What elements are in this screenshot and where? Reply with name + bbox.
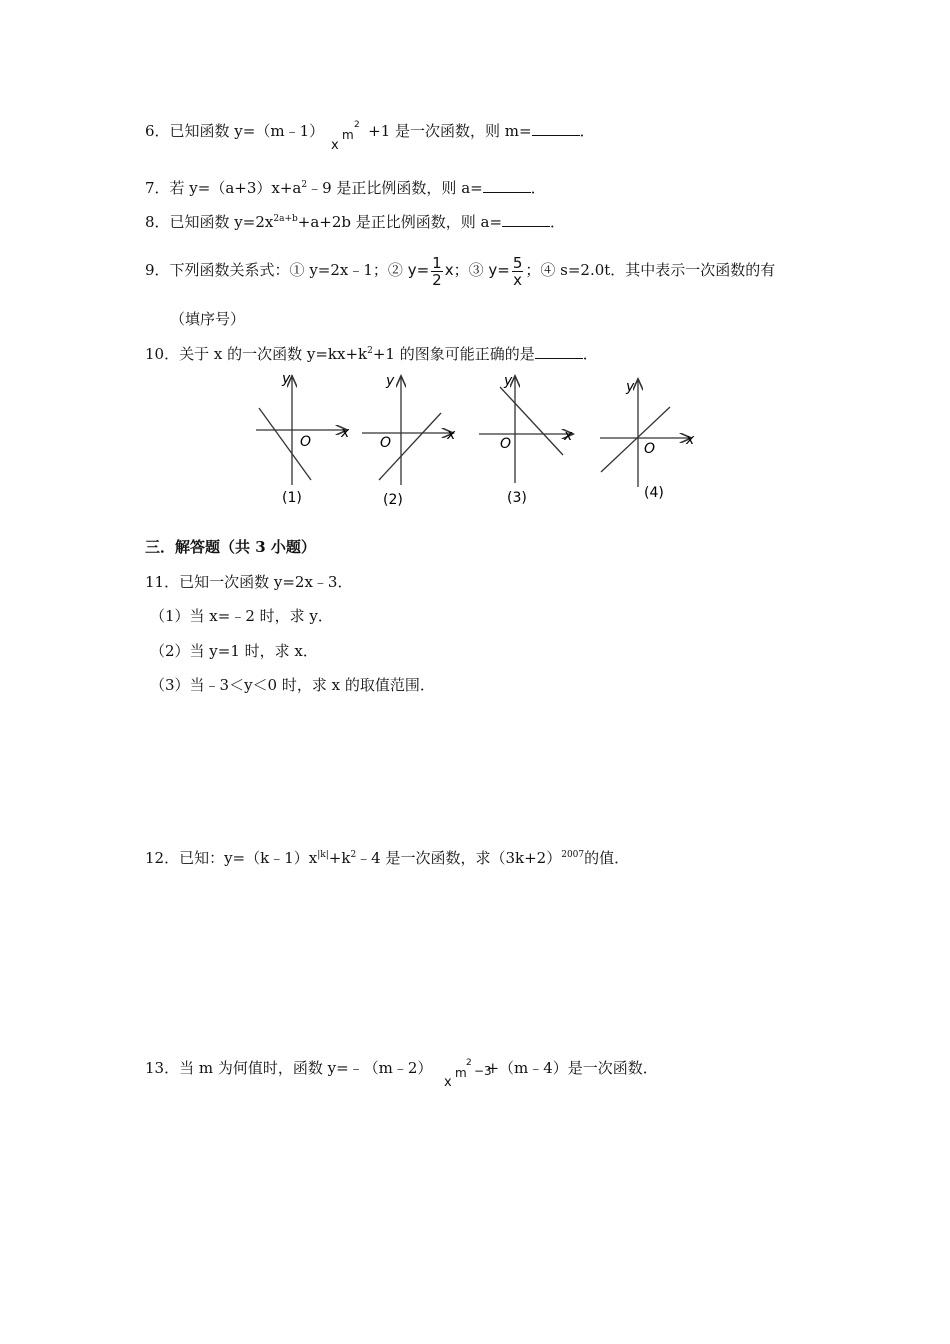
- q6-exponent-m: m: [342, 128, 354, 142]
- graph-2-caption: (2): [383, 492, 403, 508]
- q13-exponent-minus3: −3: [474, 1064, 492, 1078]
- answer-blank[interactable]: [535, 344, 583, 359]
- question-11-part-3: （3）当﹣3＜y＜0 时，求 x 的取值范围．: [150, 676, 435, 694]
- q13-base-x: x: [444, 1075, 452, 1090]
- graph-2-y-label: y: [386, 373, 395, 389]
- question-9-line2: （填序号）: [170, 310, 246, 328]
- answer-blank[interactable]: [502, 212, 550, 227]
- question-13: 13．当 m 为何值时，函数 y=﹣（m﹣2） +（m﹣4）是一次函数．: [145, 1059, 658, 1077]
- question-11-part-1: （1）当 x=﹣2 时，求 y．: [150, 607, 333, 625]
- graph-1-caption: (1): [282, 490, 302, 506]
- answer-blank[interactable]: [532, 121, 580, 136]
- question-12: 12．已知：$y=(k﹣1)x^{|k|}+k^2﹣4$ 是一次函数，求$(3k+2)^{2007}$的值．: [145, 849, 630, 867]
- fraction-five-over-x: $\frac{5}{x}$: [512, 253, 523, 289]
- graph-1-y-label: y: [282, 371, 291, 387]
- graph-4-caption: (4): [644, 485, 664, 501]
- graph-4[interactable]: [600, 379, 695, 501]
- graph-4-origin: O: [644, 441, 656, 457]
- graph-2-origin: O: [380, 435, 392, 451]
- graph-3-caption: (3): [507, 490, 527, 506]
- graph-2-x-label: x: [447, 427, 456, 443]
- question-11-title: 11．已知一次函数 y=2x﹣3．: [145, 573, 353, 591]
- graph-3[interactable]: [479, 373, 573, 506]
- question-10: 10．关于 x 的一次函数 $y=kx+k^2+1$ 的图象可能正确的是 ．: [145, 345, 598, 363]
- question-8: 8．已知函数 $y=2x^{2a+b}+a+2b$ 是正比例函数，则 a= ．: [145, 213, 566, 231]
- q13-exponent-2: 2: [466, 1058, 472, 1068]
- graph-2[interactable]: [362, 373, 456, 508]
- answer-blank[interactable]: [483, 178, 531, 193]
- fraction-one-half: $\frac{1}{2}$: [432, 253, 442, 289]
- graph-1-x-label: x: [341, 425, 350, 441]
- q6-exponent-2: 2: [354, 120, 360, 130]
- section-heading: 三．解答题（共 3 小题）: [145, 538, 316, 556]
- graph-3-origin: O: [500, 436, 512, 452]
- q6-base-x: x: [331, 138, 339, 153]
- question-7: 7．若 $y=(a+3)x+a^2﹣9$ 是正比例函数，则 a= ．: [145, 179, 546, 197]
- question-9: 9．下列函数关系式：① y=2x﹣1；② y= $\frac{1}{2}$ x；③ y= $\frac{5}{x}$ ；④ s=2.0t．其中表示一次函数的有: [145, 253, 776, 289]
- graph-4-x-label: x: [686, 432, 695, 448]
- graph-4-y-label: y: [626, 379, 635, 395]
- question-6: 6．已知函数 y=（m﹣1） +1 是一次函数，则 m= ．: [145, 122, 595, 140]
- q13-exponent-m: m: [455, 1066, 467, 1080]
- graph-1-origin: O: [300, 434, 312, 450]
- question-11-part-2: （2）当 y=1 时，求 x．: [150, 642, 318, 660]
- graph-options: [0, 365, 950, 525]
- graph-1[interactable]: [256, 371, 350, 506]
- graph-3-x-label: x: [564, 428, 573, 444]
- graph-3-y-label: y: [504, 373, 513, 389]
